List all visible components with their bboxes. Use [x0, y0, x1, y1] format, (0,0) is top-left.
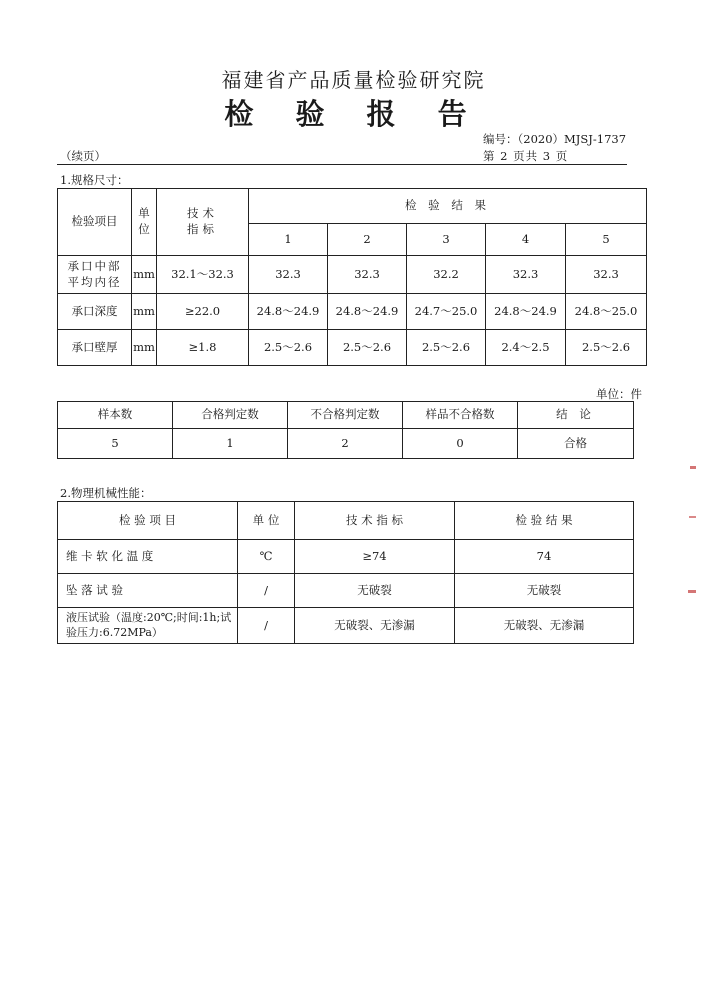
mech-header: 检 验 结 果 — [455, 502, 634, 540]
section1-heading: 1.规格尺寸： — [60, 173, 129, 187]
mech-unit: / — [238, 574, 295, 608]
row-unit: mm — [132, 330, 157, 366]
mech-result: 无破裂、无渗漏 — [455, 608, 634, 644]
header-rule — [57, 164, 627, 165]
row-result: 32.3 — [486, 256, 566, 294]
row-result: 32.3 — [566, 256, 647, 294]
summary-value: 2 — [288, 429, 403, 459]
table-row — [58, 608, 634, 644]
row-result: 2.5～2.6 — [407, 330, 486, 366]
row-result: 32.2 — [407, 256, 486, 294]
row-spec: ≥1.8 — [157, 330, 249, 366]
row-result: 24.8～24.9 — [486, 294, 566, 330]
table-row — [58, 540, 634, 574]
sample-no-3: 3 — [407, 224, 486, 256]
row-item: 承口深度 — [58, 294, 132, 330]
summary-value: 0 — [403, 429, 518, 459]
row-unit: mm — [132, 294, 157, 330]
mechanical-table — [57, 501, 634, 644]
table-row — [58, 330, 647, 366]
seal-fragment — [690, 466, 696, 469]
seal-fragment — [689, 516, 696, 518]
summary-header: 样品不合格数 — [403, 402, 518, 429]
mech-spec: 无破裂、无渗漏 — [295, 608, 455, 644]
conclusion-value: 合格 — [518, 429, 634, 459]
summary-header: 不合格判定数 — [288, 402, 403, 429]
mech-item: 坠 落 试 验 — [58, 574, 238, 608]
mech-unit: / — [238, 608, 295, 644]
summary-header: 样本数 — [58, 402, 173, 429]
col-spec-header: 技术指标 — [157, 189, 249, 256]
row-result: 2.5～2.6 — [566, 330, 647, 366]
sample-no-5: 5 — [566, 224, 647, 256]
sample-no-2: 2 — [328, 224, 407, 256]
table-row — [58, 256, 647, 294]
report-title: 检 验 报 告 — [224, 97, 483, 131]
mech-header: 技 术 指 标 — [295, 502, 455, 540]
row-result: 24.8～25.0 — [566, 294, 647, 330]
continued-label: （续页） — [60, 149, 106, 163]
summary-header: 结 论 — [518, 402, 634, 429]
mech-spec: ≥74 — [295, 540, 455, 574]
row-item: 承口中部平均内径 — [58, 256, 132, 294]
spec-size-table — [57, 188, 647, 366]
row-spec: ≥22.0 — [157, 294, 249, 330]
col-results-header: 检 验 结 果 — [249, 189, 647, 224]
summary-table — [57, 401, 634, 459]
row-unit: mm — [132, 256, 157, 294]
col-unit-header: 单位 — [132, 189, 157, 256]
summary-value: 1 — [173, 429, 288, 459]
mech-item: 维 卡 软 化 温 度 — [58, 540, 238, 574]
row-result: 24.8～24.9 — [328, 294, 407, 330]
mech-result: 74 — [455, 540, 634, 574]
mech-unit: ℃ — [238, 540, 295, 574]
page-info: 第 2 页共 3 页 — [483, 149, 569, 163]
unit-note: 单位：件 — [596, 387, 642, 401]
sample-no-4: 4 — [486, 224, 566, 256]
mech-header: 单 位 — [238, 502, 295, 540]
mech-header: 检 验 项 目 — [58, 502, 238, 540]
mech-result: 无破裂 — [455, 574, 634, 608]
row-result: 32.3 — [328, 256, 407, 294]
section2-heading: 2.物理机械性能： — [60, 486, 152, 500]
mech-spec: 无破裂 — [295, 574, 455, 608]
col-item-header: 检验项目 — [58, 189, 132, 256]
row-result: 2.5～2.6 — [328, 330, 407, 366]
row-item: 承口壁厚 — [58, 330, 132, 366]
row-spec: 32.1～32.3 — [157, 256, 249, 294]
table-row — [58, 294, 647, 330]
mech-item: 液压试验（温度:20℃;时间:1h;试验压力:6.72MPa） — [58, 608, 238, 644]
row-result: 24.8～24.9 — [249, 294, 328, 330]
row-result: 32.3 — [249, 256, 328, 294]
row-result: 24.7～25.0 — [407, 294, 486, 330]
row-result: 2.4～2.5 — [486, 330, 566, 366]
sample-no-1: 1 — [249, 224, 328, 256]
report-number: 编号：（2020）MJSJ-1737 — [483, 132, 627, 146]
institute-name: 福建省产品质量检验研究院 — [221, 68, 486, 92]
table-row — [58, 574, 634, 608]
summary-value: 5 — [58, 429, 173, 459]
row-result: 2.5～2.6 — [249, 330, 328, 366]
summary-header: 合格判定数 — [173, 402, 288, 429]
seal-fragment — [688, 590, 696, 593]
